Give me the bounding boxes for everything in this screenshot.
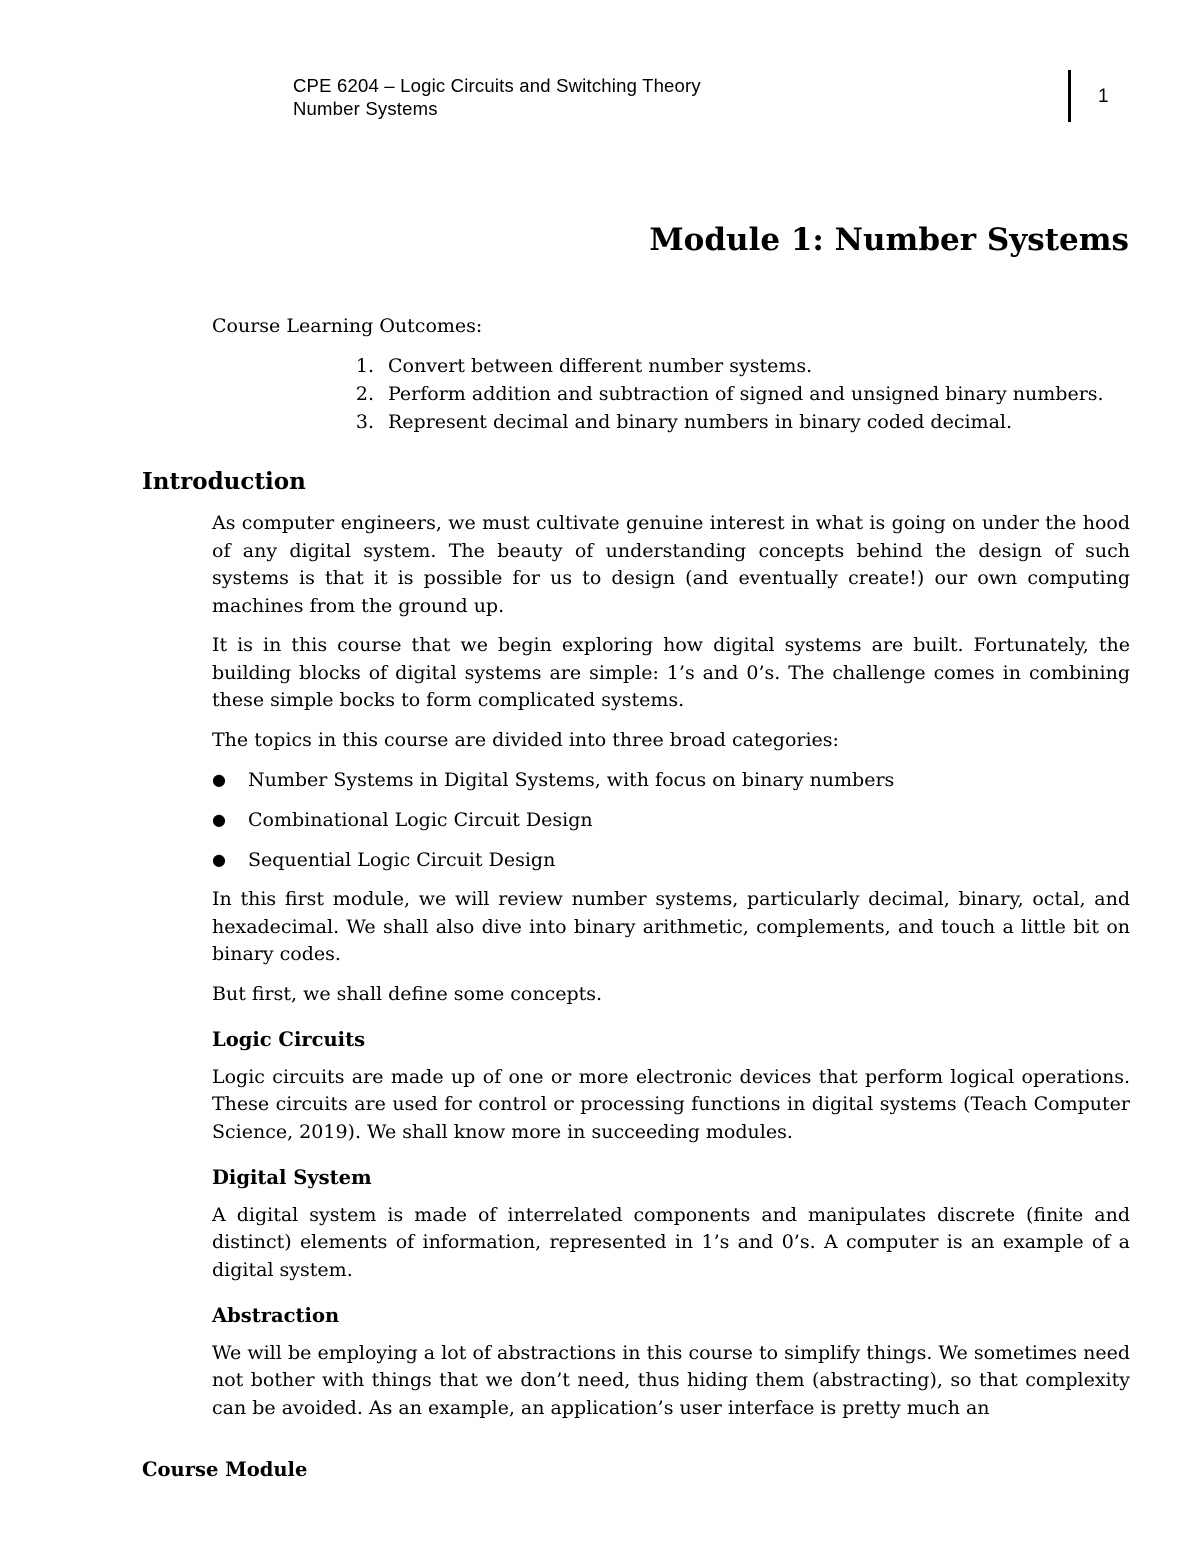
intro-paragraph-3: The topics in this course are divided into three broad categories: [212, 728, 839, 751]
bullet-icon: ● [212, 770, 226, 789]
page-number: 1 [1098, 86, 1109, 107]
topic-item: ● Combinational Logic Circuit Design [212, 806, 1130, 846]
module-title: Module 1: Number Systems [649, 222, 1129, 258]
running-header [293, 74, 701, 120]
footer-course-module: Course Module [142, 1458, 308, 1481]
outcome-item: 1. Convert between different number systems. [355, 355, 813, 377]
header-divider [1068, 70, 1071, 122]
topics-list [212, 766, 1130, 886]
intro-paragraph-5: But first, we shall define some concepts. [212, 982, 603, 1005]
intro-paragraph-2: It is in this course that we begin exploring how digital systems are built. Fortunately, the building blocks of digital systems are simple: 1’s and 0’s. The challenge comes in combining these simple bocks to form complicated systems. [212, 634, 1130, 711]
intro-paragraph-1: As computer engineers, we must cultivate genuine interest in what is going on under the hood of any digital system. The beauty of understanding concepts behind the design of such systems is that it is possible for us to design (and eventually create!) our own computing machines from the ground up. [212, 512, 1130, 617]
introduction-heading: Introduction [142, 468, 306, 495]
bullet-icon: ● [212, 850, 226, 869]
outcomes-label: Course Learning Outcomes: [212, 315, 483, 337]
bullet-icon: ● [212, 810, 226, 829]
digital-system-text: A digital system is made of interrelated components and manipulates discrete (finite and distinct) elements of information, represented in 1’s and 0’s. A computer is an example of a digital system. [212, 1203, 1130, 1281]
outcome-item: 3. Represent decimal and binary numbers in binary coded decimal. [355, 411, 1013, 433]
body-content [212, 510, 1130, 1434]
header-course-line: CPE 6204 – Logic Circuits and Switching Theory [293, 75, 701, 96]
digital-system-heading: Digital System [212, 1166, 372, 1189]
topic-item: ● Number Systems in Digital Systems, with focus on binary numbers [212, 766, 1130, 806]
abstraction-text: We will be employing a lot of abstractions in this course to simplify things. We sometimes need not bother with things that we don’t need, thus hiding them (abstracting), so that complexity can be avoided. As an example, an application’s user interface is pretty much an [212, 1341, 1130, 1419]
header-subject-line: Number Systems [293, 98, 438, 119]
intro-paragraph-4: In this first module, we will review number systems, particularly decimal, binary, octal, and hexadecimal. We shall also dive into binary arithmetic, complements, and touch a little bit on binary codes. [212, 888, 1130, 965]
logic-circuits-heading: Logic Circuits [212, 1028, 366, 1051]
abstraction-heading: Abstraction [212, 1304, 340, 1327]
logic-circuits-text: Logic circuits are made up of one or more electronic devices that perform logical operations. These circuits are used for control or processing functions in digital systems (Teach Computer Science, 2019). We shall know more in succeeding modules. [212, 1065, 1130, 1143]
topic-item: ● Sequential Logic Circuit Design [212, 846, 1130, 886]
outcome-item: 2. Perform addition and subtraction of signed and unsigned binary numbers. [355, 383, 1104, 405]
outcomes-list [212, 352, 1104, 436]
